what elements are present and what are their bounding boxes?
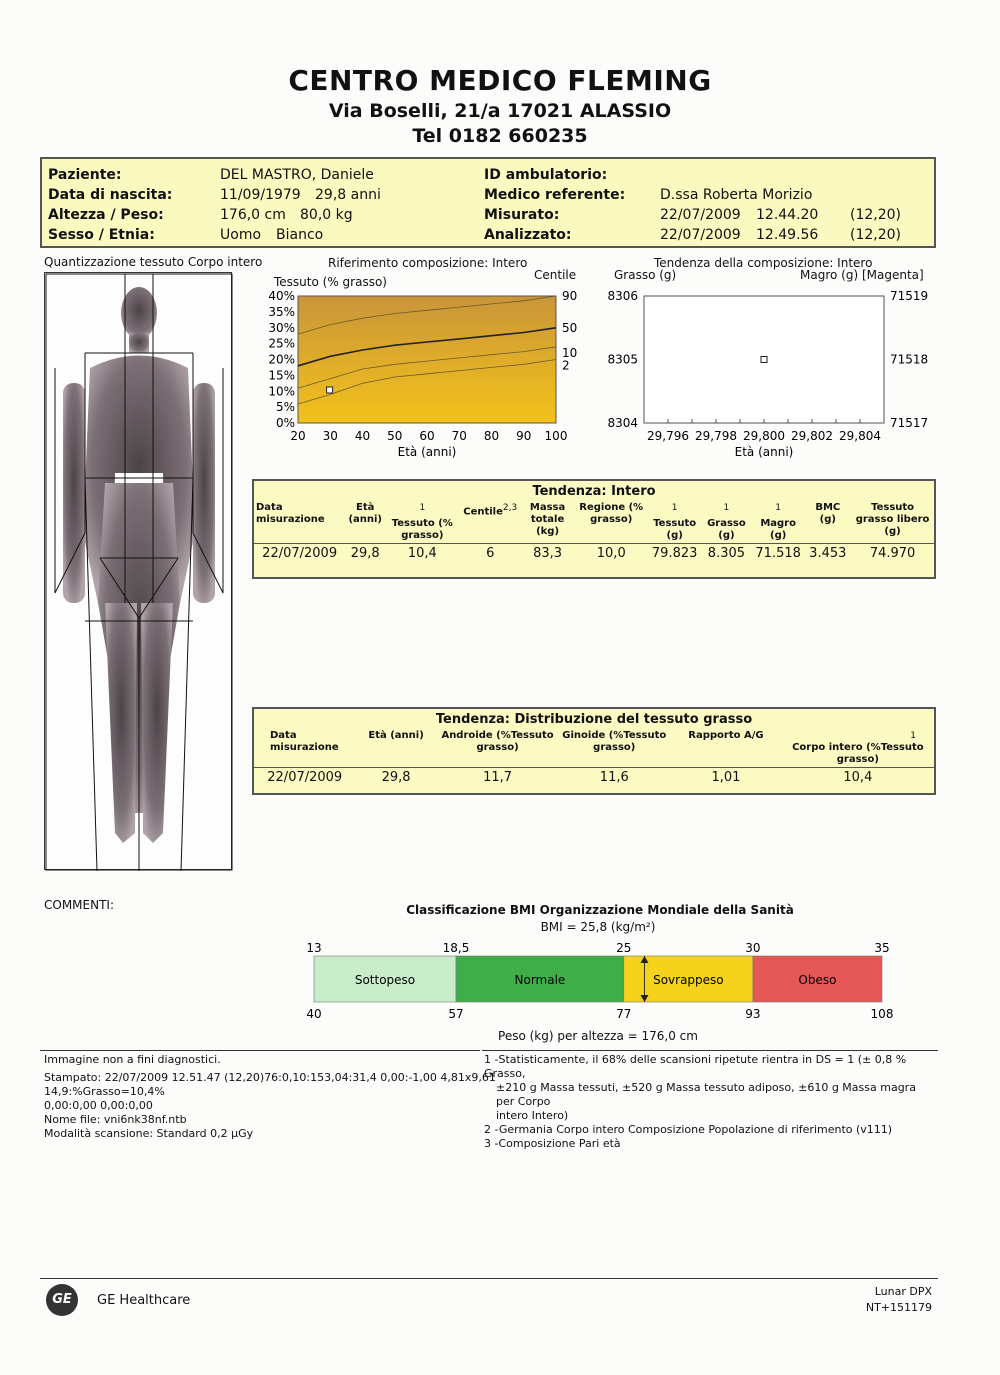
note-1a: 1 -Statisticamente, il 68% delle scansioni ripetute rientra in DS = 1 (± 0,8 % Grasso, (484, 1053, 907, 1080)
clinic-phone: Tel 0182 660235 (412, 125, 588, 147)
patient-name: DEL MASTRO, Daniele (220, 167, 374, 183)
th-bmc: BMC (g) (815, 502, 841, 525)
trend-x-tick: 29,796 (647, 429, 689, 443)
th-centile: Centile2,3 (463, 503, 518, 518)
footer-scan-mode: Modalità scansione: Standard 0,2 µGy (44, 1127, 254, 1140)
th-tissue-g: 1 Tessuto (g) (653, 503, 697, 542)
ref-y-tick: 15% (268, 368, 295, 383)
ref-y-tick: 30% (268, 320, 295, 335)
trend-chart-ylabel-right: Magro (g) [Magenta] (800, 268, 924, 282)
table-row (254, 544, 934, 564)
ref-y-tick: 20% (268, 352, 295, 367)
cell-android: 11,7 (437, 768, 559, 788)
cell-date: 22/07/2009 (254, 544, 345, 564)
body-scan-image (44, 272, 232, 870)
trend-y-left-tick: 8306 (607, 289, 638, 303)
bmi-scale (300, 940, 900, 1025)
footer-fat-line: 14,9:%Grasso=10,4% (44, 1085, 165, 1098)
ref-x-tick: 20 (290, 429, 306, 443)
trend-distribution-box (252, 707, 936, 795)
cell-fat-free: 74.970 (851, 544, 934, 564)
clinic-name: CENTRO MEDICO FLEMING (288, 64, 712, 97)
dob-value: 11/09/1979 (220, 187, 301, 203)
cell-gynoid: 11,6 (558, 768, 670, 788)
bmi-bottom-tick: 57 (448, 1007, 464, 1021)
id-label: ID ambulatorio: (484, 167, 608, 183)
bmi-category-label: Sottopeso (354, 973, 416, 987)
ref-chart-plot-area (298, 296, 556, 423)
comments-label: COMMENTI: (44, 898, 115, 912)
analyzed-code: (12,20) (850, 227, 902, 243)
analyzed-label: Analizzato: (484, 227, 572, 243)
trend-y-right-tick: 71518 (890, 352, 929, 367)
trend-intero-title: Tendenza: Intero (532, 484, 656, 499)
bmi-bottom-tick: 93 (745, 1007, 761, 1021)
centile-label-90: 90 (562, 289, 578, 303)
trend-x-tick: 29,798 (695, 429, 737, 443)
trend-y-left-tick: 8304 (607, 416, 638, 430)
bmi-bottom-tick: 108 (870, 1007, 894, 1021)
ref-x-tick: 80 (483, 429, 500, 443)
bmi-top-tick: 35 (874, 941, 890, 955)
trend-intero-table (254, 501, 934, 563)
th-total-mass: Massa totale (kg) (529, 502, 566, 537)
ref-y-tick: 35% (268, 304, 295, 319)
ref-y-tick: 40% (268, 289, 295, 303)
composition-trend-chart (596, 285, 936, 465)
analyzed-time: 12.49.56 (756, 227, 819, 243)
device-serial: NT+151179 (865, 1301, 932, 1314)
trend-distribution-table (254, 729, 934, 787)
ref-y-tick: 0% (275, 416, 295, 430)
th-dist-date: Data misurazione (270, 730, 339, 753)
ref-x-tick: 90 (516, 429, 532, 443)
th-date: Data misurazione (256, 502, 325, 525)
centile-label-2: 2 (562, 358, 570, 373)
ref-x-tick: 50 (387, 429, 403, 443)
bmi-title: Classificazione BMI Organizzazione Mondiale della Sanità (406, 903, 794, 917)
trend-y-right-tick: 71517 (890, 416, 929, 430)
bmi-category-label: Obeso (798, 973, 837, 987)
bmi-value-text: BMI = 25,8 (kg/m²) (540, 920, 656, 934)
trend-chart-ylabel-left: Grasso (g) (614, 268, 677, 282)
measured-date: 22/07/2009 (660, 207, 741, 223)
bmi-bottom-tick: 40 (306, 1007, 322, 1021)
trend-chart-title: Tendenza della composizione: Intero (654, 256, 873, 270)
patient-name-label: Paziente: (48, 167, 122, 183)
th-region: Regione (% grasso) (579, 502, 644, 525)
height-value: 176,0 cm (220, 207, 286, 223)
patient-info-box (40, 157, 936, 248)
height-weight-label: Altezza / Peso: (48, 207, 164, 223)
note-2: 2 -Germania Corpo intero Composizione Popolazione di riferimento (v111) (484, 1123, 893, 1136)
trend-distribution-title: Tendenza: Distribuzione del tessuto grasso (435, 712, 753, 727)
footer-divider-left (40, 1050, 480, 1051)
clinic-address: Via Boselli, 21/a 17021 ALASSIO (328, 100, 672, 122)
ethnicity-value: Bianco (276, 227, 324, 243)
th-age: Età (anni) (348, 502, 382, 525)
cell-bmc: 3.453 (804, 544, 851, 564)
centile-label-10: 10 (562, 345, 578, 360)
ref-x-tick: 60 (419, 429, 435, 443)
brand-name: GE Healthcare (97, 1293, 191, 1308)
trend-x-tick: 29,800 (743, 429, 785, 443)
footer-disclaimer: Immagine non a fini diagnostici. (44, 1053, 221, 1066)
ref-x-tick: 30 (322, 429, 338, 443)
th-gynoid: Ginoide (%Tessuto grasso) (562, 730, 667, 753)
th-ratio: Rapporto A/G (688, 730, 764, 741)
trend-y-right-tick: 71519 (890, 289, 929, 303)
cell-total-mass: 83,3 (521, 544, 574, 564)
weight-value: 80,0 kg (300, 207, 353, 223)
th-android: Androide (%Tessuto grasso) (441, 730, 554, 753)
note-3: 3 -Composizione Pari età (484, 1137, 621, 1150)
sex-label: Sesso / Etnia: (48, 227, 155, 243)
ref-chart-title: Riferimento composizione: Intero (328, 256, 528, 270)
cell-tissue-pct: 10,4 (385, 544, 459, 564)
ge-logo-icon: GE (46, 1284, 78, 1316)
bmi-category-label: Normale (514, 973, 566, 987)
trend-x-tick: 29,804 (839, 429, 881, 443)
cell-fat: 8.305 (701, 544, 752, 564)
cell-region: 10,0 (574, 544, 648, 564)
bmi-footer: Peso (kg) per altezza = 176,0 cm (498, 1029, 698, 1043)
device-model: Lunar DPX (874, 1285, 932, 1298)
cell-tissue-g: 79.823 (648, 544, 701, 564)
ref-y-tick: 5% (275, 400, 295, 415)
table-row (254, 768, 934, 788)
footer-coords: 0,00:0,00 0,00:0,00 (44, 1099, 153, 1112)
cell-dist-date: 22/07/2009 (254, 768, 355, 788)
bmi-top-tick: 30 (745, 941, 761, 955)
bmi-top-tick: 18,5 (442, 941, 470, 955)
cell-age: 29,8 (345, 544, 385, 564)
ref-x-tick: 100 (544, 429, 568, 443)
doctor-value: D.ssa Roberta Morizio (660, 187, 813, 203)
ref-x-label: Età (anni) (397, 445, 457, 459)
ref-chart-ylabel: Tessuto (% grasso) (274, 275, 387, 289)
dob-label: Data di nascita: (48, 187, 173, 203)
note-1b: ±210 g Massa tessuti, ±520 g Massa tessuto adiposo, ±610 g Massa magra per Corpo (496, 1081, 916, 1108)
footer-divider-right (482, 1050, 938, 1051)
trend-x-tick: 29,802 (791, 429, 833, 443)
th-dist-age: Età (anni) (368, 730, 424, 741)
cell-dist-age: 29,8 (355, 768, 436, 788)
measured-time: 12.44.20 (756, 207, 819, 223)
body-scan-title: Quantizzazione tessuto Corpo intero (44, 255, 263, 269)
th-whole-body: 1 Corpo intero (%Tessuto grasso) (792, 731, 924, 765)
bmi-top-tick: 13 (306, 941, 322, 955)
patient-point (327, 387, 333, 393)
bmi-top-tick: 25 (616, 941, 632, 955)
age-value: 29,8 anni (315, 187, 381, 203)
th-tissue-pct: 1 Tessuto (% grasso) (391, 503, 453, 542)
cell-whole-body: 10,4 (782, 768, 934, 788)
ref-y-tick: 10% (268, 384, 295, 399)
sex-value: Uomo (220, 227, 262, 243)
footer-notes-left (44, 1053, 496, 1141)
doctor-label: Medico referente: (484, 187, 626, 203)
bmi-category-label: Sovrappeso (653, 973, 724, 987)
th-lean: 1 Magro (g) (760, 503, 796, 542)
measured-code: (12,20) (850, 207, 902, 223)
trend-x-label: Età (anni) (734, 445, 794, 459)
trend-point (761, 357, 767, 363)
cell-centile: 6 (459, 544, 521, 564)
ref-x-tick: 70 (451, 429, 467, 443)
trend-y-left-tick: 8305 (607, 352, 638, 367)
th-fat-free: Tessuto grasso libero (g) (855, 502, 930, 537)
reference-composition-chart (262, 285, 592, 465)
th-fat: 1 Grasso (g) (707, 503, 746, 542)
footer-filename: Nome file: vni6nk38nf.ntb (44, 1113, 187, 1126)
ref-x-tick: 40 (354, 429, 371, 443)
centile-label-50: 50 (562, 320, 578, 335)
cell-lean: 71.518 (752, 544, 805, 564)
ref-chart-centile-label: Centile (534, 268, 577, 282)
bmi-bottom-tick: 77 (616, 1007, 632, 1021)
footer-notes-right (484, 1053, 934, 1151)
note-1c: intero Intero) (496, 1109, 569, 1122)
analyzed-date: 22/07/2009 (660, 227, 741, 243)
brand-divider (40, 1278, 938, 1279)
trend-intero-box (252, 479, 936, 579)
device-info (780, 1284, 932, 1316)
footer-printed: Stampato: 22/07/2009 12.51.47 (12,20)76:0,10:153,04:31,4 0,00:-1,00 4,81x9,61 (44, 1071, 496, 1084)
measured-label: Misurato: (484, 207, 560, 223)
cell-ratio: 1,01 (670, 768, 782, 788)
ref-y-tick: 25% (268, 336, 295, 351)
